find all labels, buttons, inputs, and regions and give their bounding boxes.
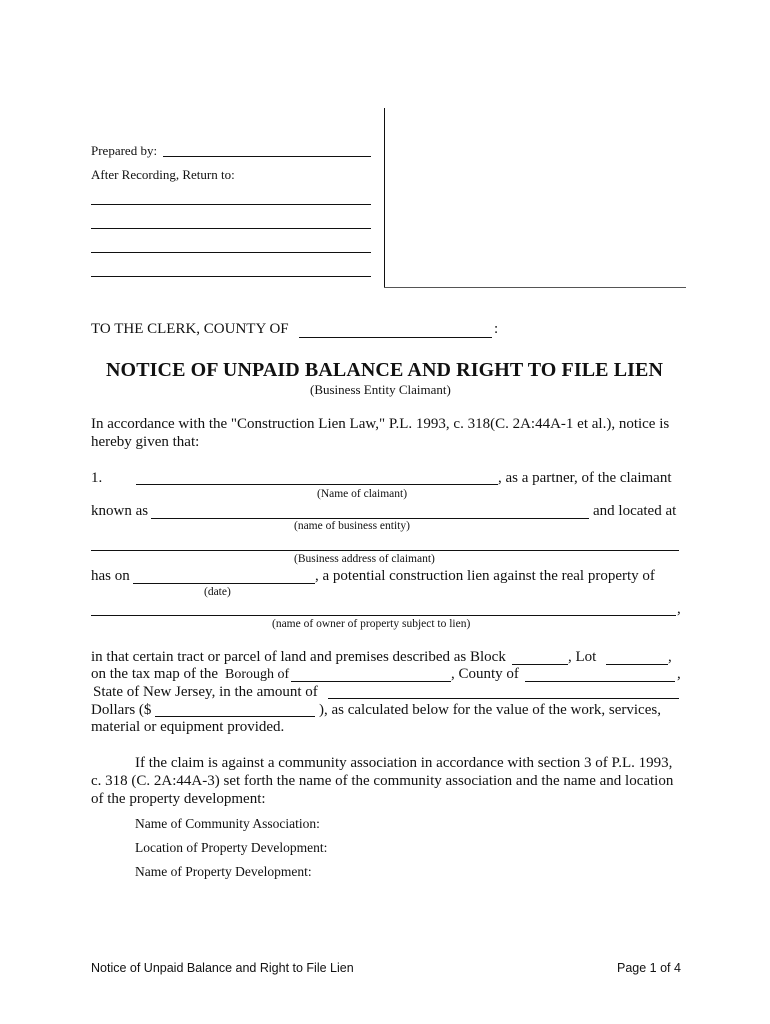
business-address-caption: (Business address of claimant) (294, 553, 435, 565)
material-text: material or equipment provided. (91, 719, 285, 735)
clerk-county-line[interactable] (299, 337, 492, 338)
page-number: Page 1 of 4 (617, 961, 681, 975)
amount-words-line[interactable] (328, 698, 679, 699)
return-address-line-4[interactable] (91, 276, 371, 277)
item-number: 1. (91, 470, 103, 486)
community-line-2: c. 318 (C. 2A:44A-3) set forth the name of the community association and the name and location (91, 773, 674, 789)
property-development-label: Name of Property Development: (135, 864, 312, 879)
owner-name-line[interactable] (91, 615, 676, 616)
borough-text: Borough of (225, 667, 290, 682)
owner-name-caption: (name of owner of property subject to lien) (272, 618, 471, 630)
return-address-line-2[interactable] (91, 228, 371, 229)
county-comma: , (677, 666, 681, 682)
prepared-by-label: Prepared by: (91, 143, 158, 158)
clerk-colon: : (494, 321, 499, 337)
clerk-county-label: TO THE CLERK, COUNTY OF (91, 321, 289, 337)
dollars-label: Dollars ($ (91, 702, 152, 718)
document-title: NOTICE OF UNPAID BALANCE AND RIGHT TO FILE LIEN (106, 359, 664, 381)
partner-text: , as a partner, of the claimant (498, 470, 672, 486)
calculated-text: ), as calculated below for the value of the work, services, (319, 702, 661, 718)
known-as-label: known as (91, 503, 149, 519)
potential-lien-text: , a potential construction lien against the real property of (315, 568, 655, 584)
recording-box-vertical-line (384, 108, 385, 288)
prepared-by-line[interactable] (163, 156, 371, 157)
footer-title: Notice of Unpaid Balance and Right to File Lien (91, 961, 354, 975)
dollars-amount-line[interactable] (155, 716, 315, 717)
block-line[interactable] (512, 664, 568, 665)
county-label: , County of (451, 666, 519, 682)
community-line-1: If the claim is against a community association in accordance with section 3 of P.L. 1993, (135, 755, 673, 771)
lot-line[interactable] (606, 664, 668, 665)
has-on-label: has on (91, 568, 130, 584)
community-line-3: of the property development: (91, 791, 266, 807)
business-address-line[interactable] (91, 550, 679, 551)
return-address-line-1[interactable] (91, 204, 371, 205)
return-to-label: After Recording, Return to: (91, 167, 235, 182)
date-line[interactable] (133, 583, 315, 584)
date-caption: (date) (204, 586, 231, 598)
recording-box-horizontal-line (384, 287, 686, 288)
name-of-claimant-caption: (Name of claimant) (317, 488, 408, 500)
borough-line[interactable] (291, 681, 451, 682)
state-amount-text: State of New Jersey, in the amount of (93, 684, 318, 700)
owner-comma: , (677, 601, 681, 617)
tract-text: in that certain tract or parcel of land and premises described as Block (91, 649, 506, 665)
lot-comma: , (668, 649, 672, 665)
business-entity-line[interactable] (151, 518, 589, 519)
community-association-label: Name of Community Association: (135, 816, 320, 831)
property-location-label: Location of Property Development: (135, 840, 328, 855)
intro-line-1: In accordance with the "Construction Lien Law," P.L. 1993, c. 318(C. 2A:44A-1 et al.), notice is (91, 416, 670, 432)
tax-map-text: on the tax map of the (91, 666, 219, 682)
located-at-label: and located at (593, 503, 677, 519)
name-business-entity-caption: (name of business entity) (294, 520, 410, 532)
document-subtitle: (Business Entity Claimant) (310, 382, 451, 397)
lot-label: , Lot (568, 649, 597, 665)
return-address-line-3[interactable] (91, 252, 371, 253)
partner-name-line[interactable] (136, 484, 498, 485)
intro-line-2: hereby given that: (91, 434, 200, 450)
county-line[interactable] (525, 681, 675, 682)
